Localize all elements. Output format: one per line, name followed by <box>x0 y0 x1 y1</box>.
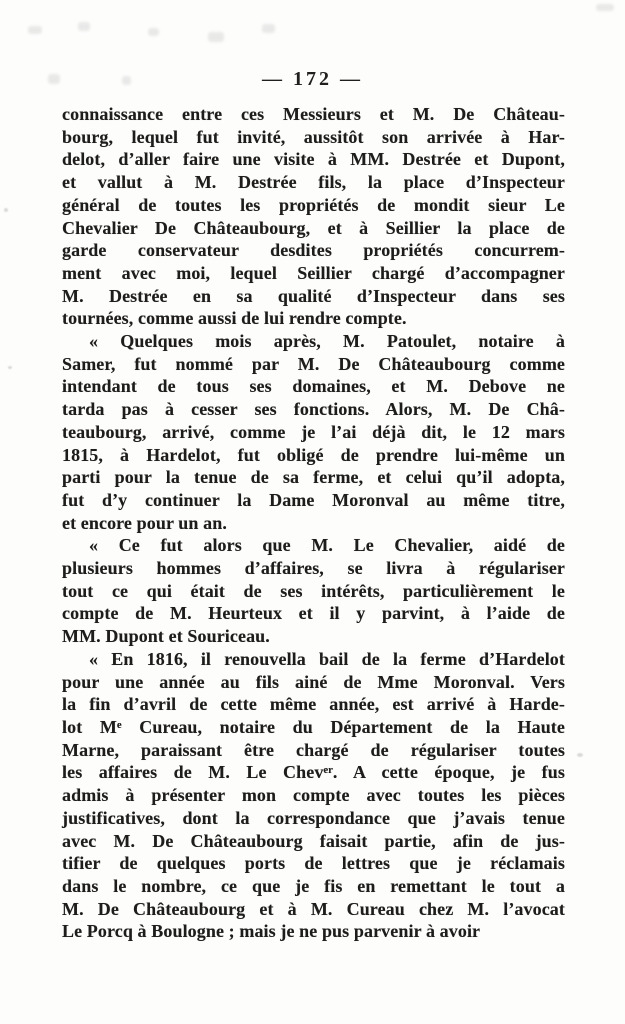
text-line: tout ce qui était de ses intérêts, particulièrement le <box>62 580 565 601</box>
text-line: garde conservateur desdites propriétés concurrem- <box>62 240 565 261</box>
text-line: Samer, fut nommé par M. De Châteaubourg comme <box>62 353 565 374</box>
text-line: bourg, lequel fut invité, aussitôt son arrivée à Har- <box>62 126 565 147</box>
text-line: Le Porcq à Boulogne ; mais je ne pus parvenir à avoir <box>62 921 481 942</box>
text-line: intendant de tous ses domaines, et M. Debove ne <box>62 376 565 397</box>
scan-artifact <box>577 753 583 757</box>
text-line: et encore pour un an. <box>62 512 227 533</box>
scan-artifact <box>4 208 8 212</box>
text-line: pour une année au fils ainé de Mme Moronval. Vers <box>62 671 565 692</box>
paragraph <box>62 648 565 943</box>
text-line: admis à présenter mon compte avec toutes les pièces <box>62 785 565 806</box>
text-block <box>62 103 565 943</box>
text-line: M. Destrée en sa qualité d’Inspecteur dans ses <box>62 285 565 306</box>
scan-artifact <box>28 26 42 34</box>
text-line: ment avec moi, lequel Seillier chargé d’accompagner <box>62 262 565 283</box>
text-line: tournées, comme aussi de lui rendre compte. <box>62 308 407 329</box>
paragraph <box>62 534 565 648</box>
text-line: avec M. De Châteaubourg faisait partie, afin de jus- <box>62 830 565 851</box>
text-line: plusieurs hommes d’affaires, se livra à régulariser <box>62 558 565 579</box>
text-line: justificatives, dont la correspondance que j’avais tenue <box>62 807 565 828</box>
paragraph <box>62 330 565 534</box>
text-line: les affaires de M. Le Chevᵉʳ. A cette époque, je fus <box>62 762 565 783</box>
text-line: tarda pas à cesser ses fonctions. Alors, M. De Châ- <box>62 399 565 420</box>
scan-artifact <box>596 4 614 11</box>
page-number-header: — 172 — <box>262 68 363 90</box>
text-line: lot Mᵉ Cureau, notaire du Département de la Haute <box>62 716 565 737</box>
text-line: tifier de quelques ports de lettres que je réclamais <box>62 853 565 874</box>
text-line: teaubourg, arrivé, comme je l’ai déjà dit, le 12 mars <box>62 421 565 442</box>
text-line: « En 1816, il renouvella bail de la ferme d’Hardelot <box>89 648 565 669</box>
scan-artifact <box>8 366 12 369</box>
scan-artifact <box>122 76 131 85</box>
text-line: compte de M. Heurteux et il y parvint, à l’aide de <box>62 603 565 624</box>
text-line: fut d’y continuer la Dame Moronval au même titre, <box>62 489 565 510</box>
text-line: « Quelques mois après, M. Patoulet, notaire à <box>89 331 565 352</box>
text-line: la fin d’avril de cette même année, est arrivé à Harde- <box>62 694 565 715</box>
scan-artifact <box>208 32 224 42</box>
text-line: Marne, paraissant être chargé de régulariser toutes <box>62 739 565 760</box>
text-line: général de toutes les propriétés de mondit sieur Le <box>62 194 565 215</box>
text-line: dans le nombre, ce que je fis en remettant le tout a <box>62 875 565 896</box>
text-line: et vallut à M. Destrée fils, la place d’Inspecteur <box>62 172 565 193</box>
scan-artifact <box>262 24 275 33</box>
paragraph <box>62 103 565 330</box>
scan-artifact <box>148 28 159 36</box>
scan-artifact <box>78 22 90 31</box>
text-line: M. De Châteaubourg et à M. Cureau chez M. l’avocat <box>62 898 565 919</box>
text-line: connaissance entre ces Messieurs et M. De Château- <box>62 104 565 124</box>
text-line: « Ce fut alors que M. Le Chevalier, aidé de <box>89 535 565 556</box>
text-line: Chevalier De Châteaubourg, et à Seillier la place de <box>62 217 565 238</box>
text-line: MM. Dupont et Souriceau. <box>62 626 270 647</box>
scan-artifact <box>48 74 60 84</box>
text-line: delot, d’aller faire une visite à MM. Destrée et Dupont, <box>62 149 565 170</box>
text-line: parti pour la tenue de sa ferme, et celui qu’il adopta, <box>62 467 565 488</box>
text-line: 1815, à Hardelot, fut obligé de prendre lui-même un <box>62 444 565 465</box>
